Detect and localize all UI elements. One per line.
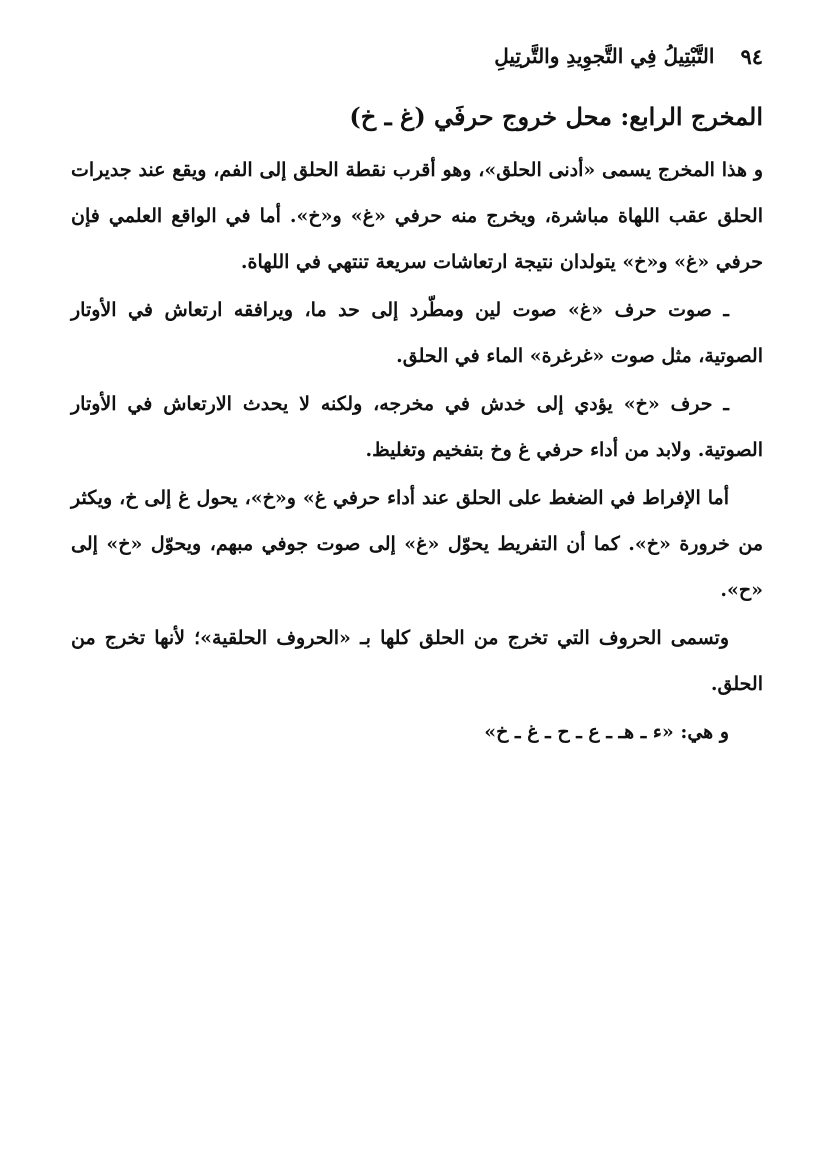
running-header (263, 36, 763, 76)
paragraph-kha: ـ حرف «خ» يؤدي إلى خدش في مخرجه، ولكنه لا يحدث الارتعاش في الأوتار الصوتية. ولابد من أداء حرفي غ وخ بتفخيم وتغليظ. (71, 393, 763, 461)
paragraph-throat-letters: وتسمى الحروف التي تخرج من الحلق كلها بـ «الحروف الحلقية»؛ لأنها تخرج من الحلق. (71, 627, 763, 695)
paragraph-ghain: ـ صوت حرف «غ» صوت لين ومطّرد إلى حد ما، ويرافقه ارتعاش في الأوتار الصوتية، مثل صوت «غرغرة» الماء في الحلق. (71, 299, 763, 367)
page-content (71, 95, 763, 755)
paragraph-intro: و هذا المخرج يسمى «أدنى الحلق»، وهو أقرب نقطة الحلق إلى الفم، ويقع عند جديرات الحلق عقب اللهاة مباشرة، ويخرج منه حرفي «غ» و«خ». أما في الواقع العلمي فإن حرفي «غ» و«خ» يتولدان نتيجة ارتعاشات سريعة تنتهي في اللهاة. (71, 159, 763, 273)
paragraph-letters-list: و هي: «ء ـ هـ ـ ع ـ ح ـ غ ـ خ» (484, 721, 729, 743)
paragraph-excess: أما الإفراط في الضغط على الحلق عند أداء حرفي غ» و«خ»، يحول غ إلى خ، ويكثر من خرورة «خ». كما أن التفريط يحوّل «غ» إلى صوت جوفي مبهم، ويحوّل «خ» إلى «ح». (71, 487, 763, 601)
book-title: التَّبْتِيلُ فِي التَّجوِيدِ والتَّرتِيلِ (494, 44, 715, 68)
page-number: ٩٤ (740, 43, 763, 69)
section-heading: المخرج الرابع: محل خروج حرفَي (غ ـ خ) (349, 102, 763, 131)
